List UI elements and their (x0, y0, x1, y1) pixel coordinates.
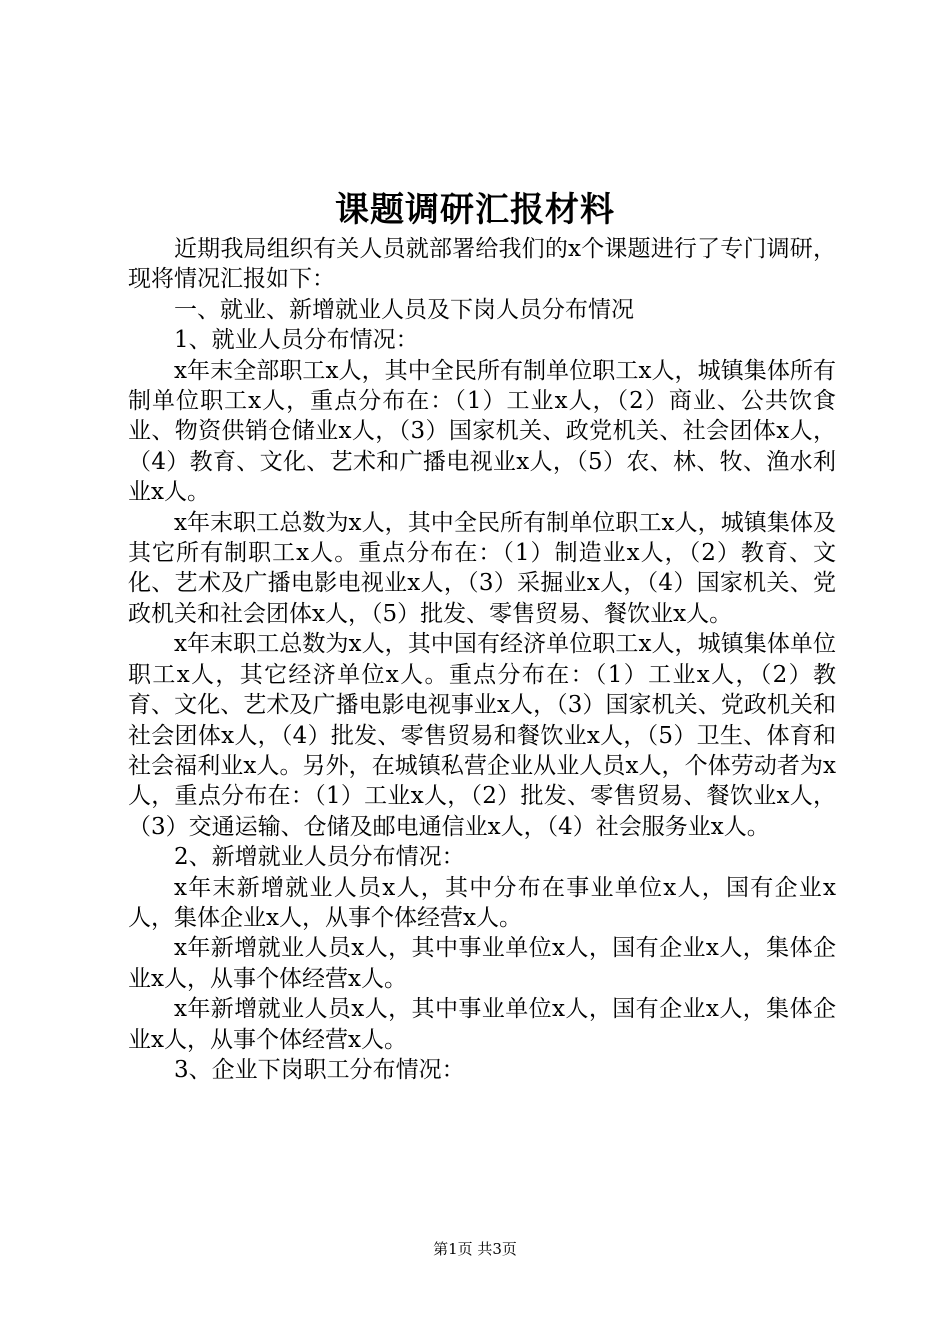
paragraph: x年末新增就业人员x人，其中分布在事业单位x人，国有企业x人，集体企业x人，从事个体经营x人。 (128, 874, 836, 931)
subheading-1-2: 2、新增就业人员分布情况： (174, 844, 465, 871)
paragraph: x年末全部职工x人，其中全民所有制单位职工x人，城镇集体所有制单位职工x人，重点分布在：（1）工业x人，（2）商业、公共饮食业、物资供销仓储业x人，（3）国家机关、政党机关、社会团体x人，（4）教育、文化、艺术和广播电视业x人，（5）农、林、牧、渔水利业x人。 (128, 357, 836, 506)
paragraph: x年末职工总数为x人，其中全民所有制单位职工x人，城镇集体及其它所有制职工x人。重点分布在：（1）制造业x人，（2）教育、文化、艺术及广播电影电视业x人，（3）采掘业x人，（4）国家机关、党政机关和社会团体x人，（5）批发、零售贸易、餐饮业x人。 (128, 509, 836, 627)
paragraph-intro: 近期我局组织有关人员就部署给我们的x个课题进行了专门调研，现将情况汇报如下： (128, 236, 836, 293)
paragraph: x年末职工总数为x人，其中国有经济单位职工x人，城镇集体单位职工x人，其它经济单位x人。重点分布在：（1）工业x人，（2）教育、文化、艺术及广播电影电视事业x人，（3）国家机关、党政机关和社会团体x人，（4）批发、零售贸易和餐饮业x人，（5）卫生、体育和社会福利业x人。另外，在城镇私营企业从业人员x人，个体劳动者为x人，重点分布在：（1）工业x人，（2）批发、零售贸易、餐饮业x人，（3）交通运输、仓储及邮电通信业x人，（4）社会服务业x人。 (128, 631, 836, 840)
page-footer: 第1页 共3页 (433, 1240, 517, 1258)
paragraph: x年新增就业人员x人，其中事业单位x人，国有企业x人，集体企业x人，从事个体经营x人。 (128, 996, 836, 1053)
section-heading-1: 一、就业、新增就业人员及下岗人员分布情况 (174, 296, 634, 323)
document-title: 课题调研汇报材料 (335, 190, 615, 230)
subheading-1-3: 3、企业下岗职工分布情况： (174, 1056, 465, 1083)
paragraph: x年新增就业人员x人，其中事业单位x人，国有企业x人，集体企业x人，从事个体经营x人。 (128, 935, 836, 992)
subheading-1-1: 1、就业人员分布情况： (174, 327, 419, 354)
document-body (128, 234, 836, 1085)
